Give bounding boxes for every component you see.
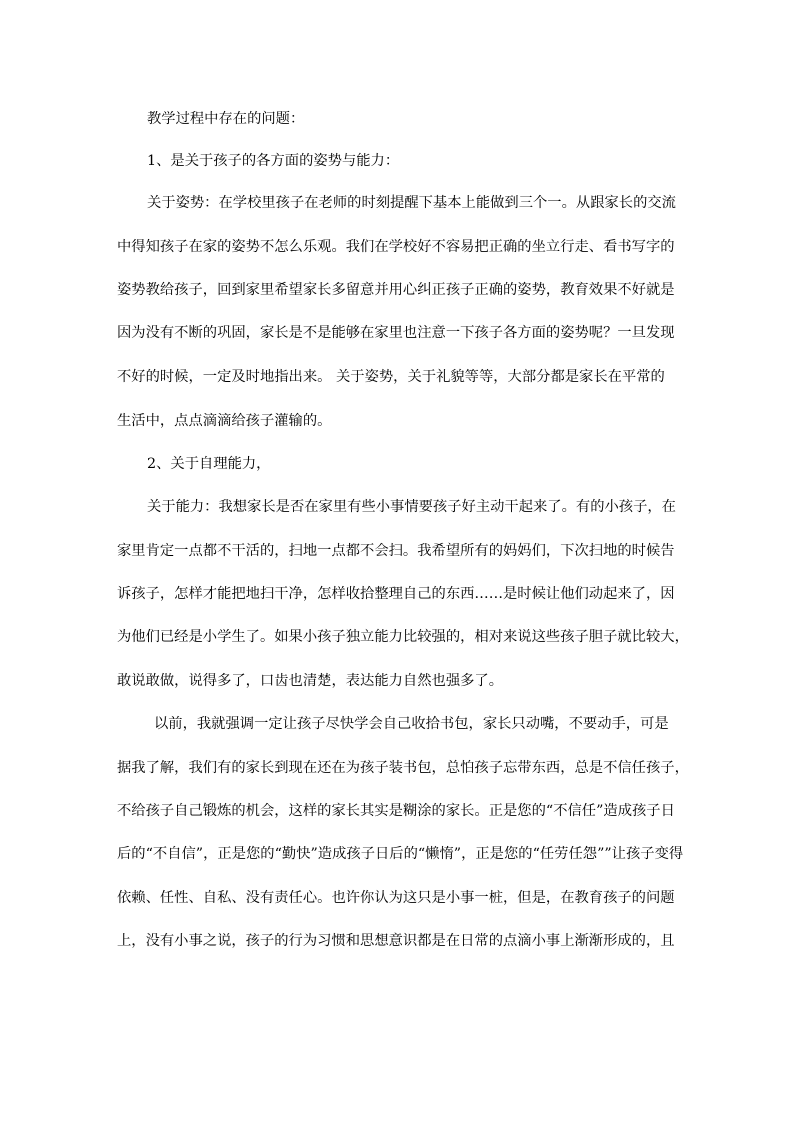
text-line: 诉孩子，怎样才能把地扫干净，怎样收拾整理自己的东西……是时候让他们动起来了，因	[117, 586, 675, 602]
text-line: 家里肯定一点都不干活的，扫地一点都不会扫。我希望所有的妈妈们，下次扫地的时候告	[117, 543, 675, 559]
text-line: 关于姿势：在学校里孩子在老师的时刻提醒下基本上能做到三个一。从跟家长的交流	[147, 195, 676, 211]
text-line: 1、是关于孩子的各方面的姿势与能力：	[147, 153, 400, 169]
text-line: 2、关于自理能力，	[147, 456, 271, 472]
text-line: 以前，我就强调一定让孩子尽快学会自己收拾书包，家长只动嘴，不要动手，可是	[154, 716, 669, 732]
text-line: 后的“不自信”，正是您的“勤快”造成孩子日后的“懒惰”，正是您的“任劳任怨””让孩子变得	[117, 846, 684, 862]
text-line: 依赖、任性、自私、没有责任心。也许你认为这只是小事一桩，但是，在教育孩子的问题	[117, 890, 675, 906]
text-line: 关于能力：我想家长是否在家里有些小事情要孩子好主动干起来了。有的小孩子，在	[147, 499, 676, 515]
text-line: 生活中，点点滴滴给孩子灌输的。	[117, 413, 332, 429]
text-line: 因为没有不断的巩固，家长是不是能够在家里也注意一下孩子各方面的姿势呢？一旦发现	[117, 325, 675, 341]
text-line: 不好的时候，一定及时地指出来。 关于姿势，关于礼貌等等，大部分都是家长在平常的	[117, 369, 665, 385]
text-line: 姿势教给孩子，回到家里希望家长多留意并用心纠正孩子正确的姿势，教育效果不好就是	[117, 282, 675, 298]
text-line: 敢说敢做，说得多了，口齿也清楚，表达能力自然也强多了。	[117, 673, 504, 689]
text-line: 教学过程中存在的问题：	[147, 111, 305, 127]
text-line: 不给孩子自己锻炼的机会，这样的家长其实是糊涂的家长。正是您的“不信任”造成孩子日	[117, 803, 675, 819]
text-line: 中得知孩子在家的姿势不怎么乐观。我们在学校好不容易把正确的坐立行走、看书写字的	[117, 239, 675, 255]
text-line: 上，没有小事之说，孩子的行为习惯和思想意识都是在日常的点滴小事上渐渐形成的，且	[117, 933, 675, 949]
text-line: 据我了解，我们有的家长到现在还在为孩子装书包，总怕孩子忘带东西，总是不信任孩子，	[117, 760, 689, 776]
text-line: 为他们已经是小学生了。如果小孩子独立能力比较强的，相对来说这些孩子胆子就比较大，	[117, 629, 689, 645]
